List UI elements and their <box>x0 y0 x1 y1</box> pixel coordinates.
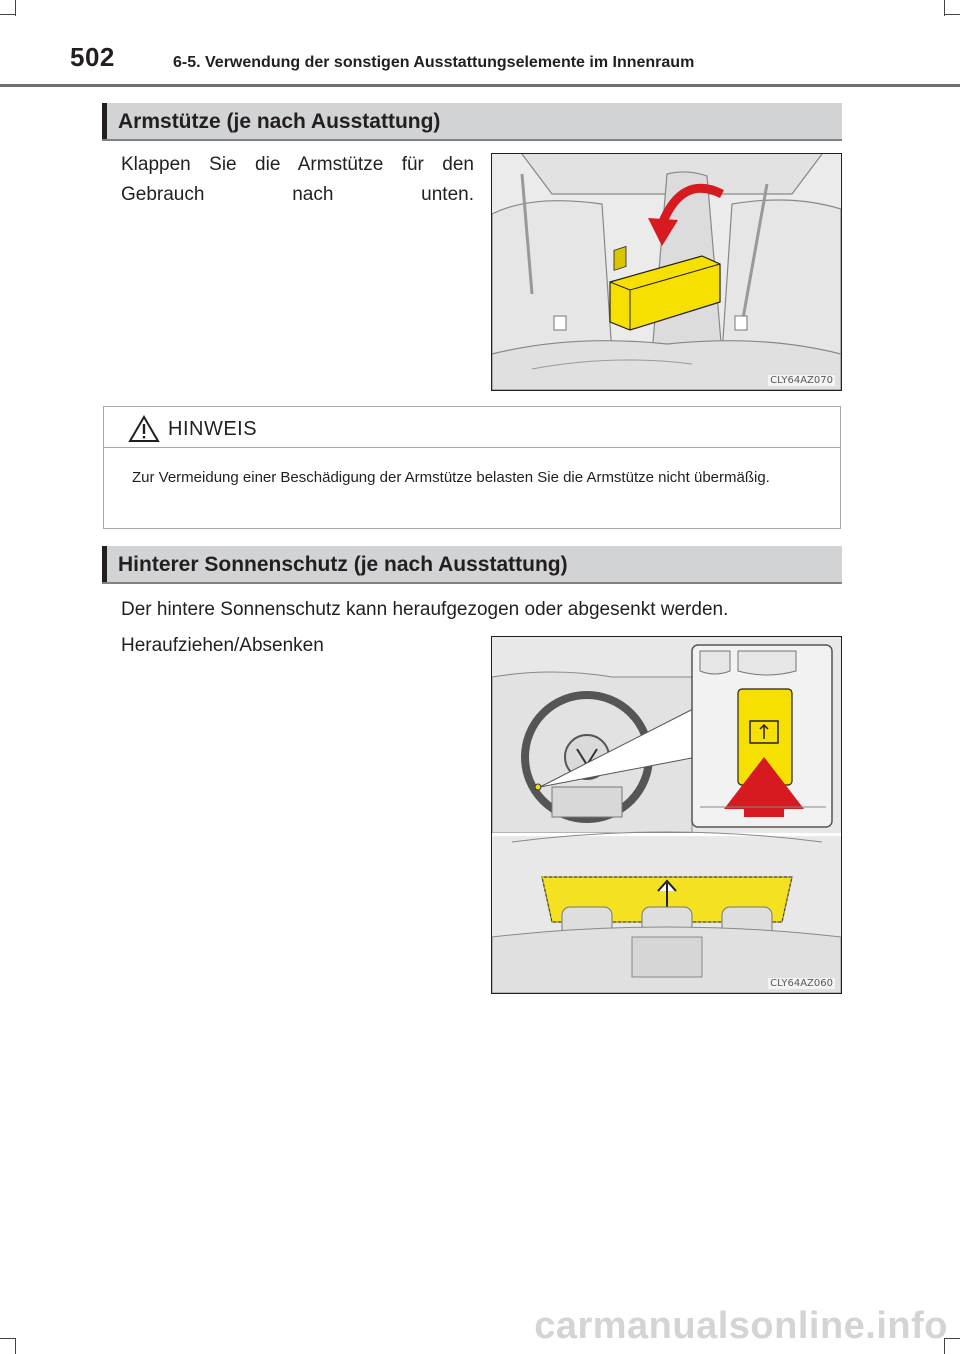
heading-accent <box>102 103 107 139</box>
notice-box <box>103 406 841 529</box>
warning-triangle-icon <box>128 415 160 443</box>
crop-mark <box>15 0 16 16</box>
crop-mark <box>0 14 16 15</box>
section-heading-armrest <box>102 103 842 141</box>
section-title: Hinterer Sonnenschutz (je nach Ausstattung) <box>118 553 568 576</box>
armrest-instruction: Klappen Sie die Armstütze für den Gebrauch nach unten. <box>121 154 474 205</box>
sunshade-description: Der hintere Sonnenschutz kann heraufgezogen oder abgesenkt werden. <box>121 599 729 620</box>
armrest-drawing <box>492 154 841 390</box>
crop-mark <box>944 14 960 15</box>
armrest-illustration <box>491 153 842 391</box>
header-rule <box>0 84 960 87</box>
sunshade-operation-label: Heraufziehen/Absenken <box>121 635 324 656</box>
crop-mark <box>944 0 945 16</box>
sunshade-illustration <box>491 636 842 994</box>
running-header: 6-5. Verwendung der sonstigen Ausstattungselemente im Innenraum <box>173 54 695 71</box>
figure-code: CLY64AZ060 <box>770 978 833 989</box>
crop-mark <box>0 1338 16 1339</box>
notice-label: HINWEIS <box>168 418 258 440</box>
watermark: carmanualsonline.info <box>534 1305 948 1347</box>
section-title: Armstütze (je nach Ausstattung) <box>118 110 441 133</box>
figure-code: CLY64AZ070 <box>770 375 833 386</box>
heading-accent <box>102 546 107 582</box>
section-heading-sunshade <box>102 546 842 584</box>
crop-mark <box>15 1338 16 1354</box>
notice-text: Zur Vermeidung einer Beschädigung der Armstütze belasten Sie die Armstütze nicht übermäßig. <box>132 469 770 486</box>
notice-divider <box>104 447 840 448</box>
sunshade-drawing <box>492 637 841 993</box>
page-number: 502 <box>70 42 115 72</box>
